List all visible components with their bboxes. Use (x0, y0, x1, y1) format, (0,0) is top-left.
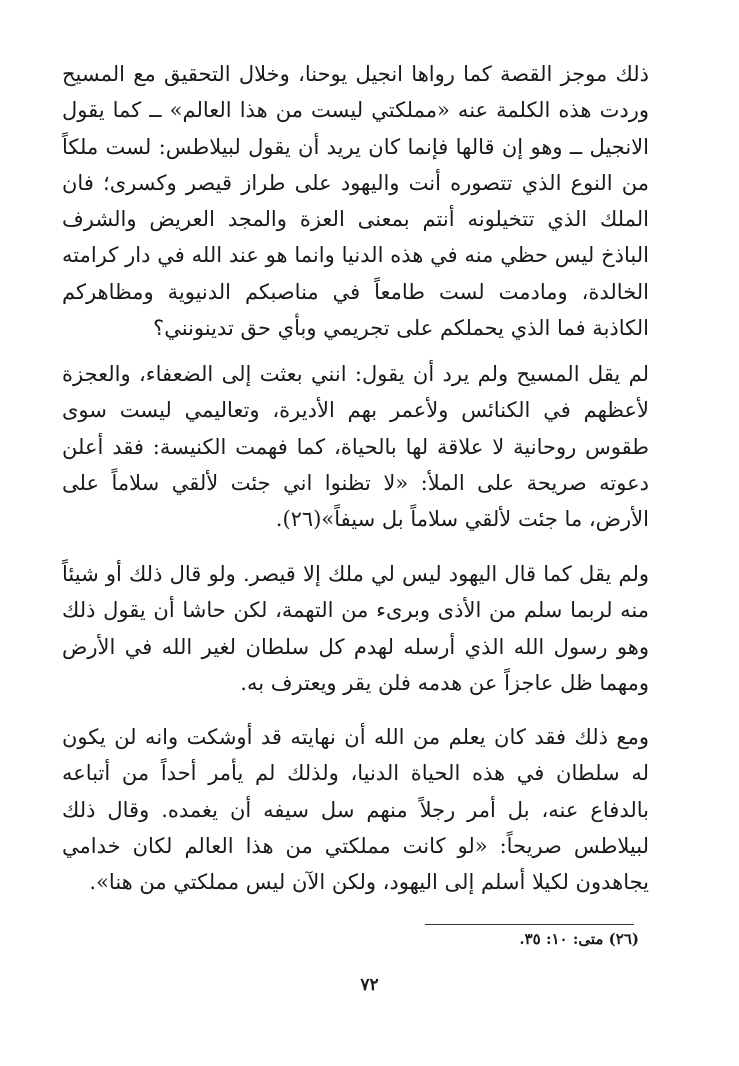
footnote-divider (425, 924, 634, 925)
paragraph-2: لم يقل المسيح ولم يرد أن يقول: انني بعثت إلى الضعفاء، والعجزة لأعظهم في الكنائس ولأعمر بهم الأديرة، وتعاليمي ليست سوى طقوس روحانية لا علاقة لها بالحياة، كما فهمت الكنيسة: فقد أعلن دعوته صريحة على الملأ: «لا تظنوا اني جئت لألقي سلاماً على الأرض، ما جئت لألقي سلاماً بل سيفاً»(٢٦). (62, 362, 649, 532)
page-number: ٧٢ (360, 975, 379, 995)
paragraph-3: ولم يقل كما قال اليهود ليس لي ملك إلا قيصر. ولو قال ذلك أو شيئاً منه لربما سلم من الأذى وبرىء من التهمة، لكن حاشا أن يقول ذلك وهو رسول الله الذي أرسله لهدم كل سلطان لغير الله في الأرض ومهما ظل عاجزاً عن هدمه فلن يقر ويعترف به. (62, 562, 649, 695)
paragraph-4: ومع ذلك فقد كان يعلم من الله أن نهايته قد أوشكت وانه لن يكون له سلطان في هذه الحياة الدنيا، ولذلك لم يأمر أحداً من أتباعه بالدفاع عنه، بل أمر رجلاً منهم سل سيفه أن يغمده. وقال ذلك لبيلاطس صريحاً: «لو كانت مملكتي من هذا العالم لكان خدامي يجاهدون لكيلا أسلم إلى اليهود، ولكن الآن ليس مملكتي من هنا». (62, 725, 649, 895)
footnote: (٢٦) متى: ١٠: ٣٥. (519, 930, 639, 948)
paragraph-1: ذلك موجز القصة كما رواها انجيل يوحنا، وخلال التحقيق مع المسيح وردت هذه الكلمة عنه «مملكتي ليست من هذا العالم» ــ كما يقول الانجيل ــ وهو إن قالها فإنما كان يريد أن يقول لبيلاطس: لست ملكاً من النوع الذي تتصوره أنت واليهود على طراز قيصر وكسرى؛ فان الملك الذي تتخيلونه أنتم بمعنى العزة والمجد العريض والشرف الباذخ ليس حظي منه في هذه الدنيا وانما هو عند الله في دار كرامته الخالدة، ومادمت لست طامعاً في مناصبكم الدنيوية ومظاهركم الكاذبة فما الذي يحملكم على تجريمي وبأي حق تدينونني؟ (62, 62, 649, 341)
